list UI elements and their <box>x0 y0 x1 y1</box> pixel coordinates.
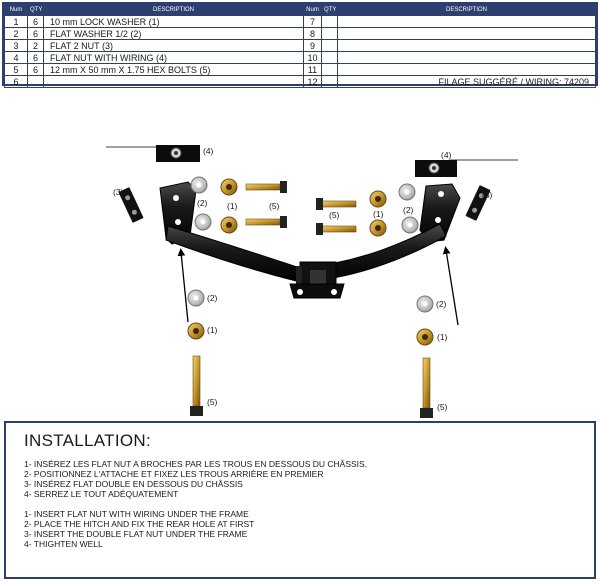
french-step: 1- INSÉREZ LES FLAT NUT A BROCHES PAR LES TROUS EN DESSOUS DU CHÂSSIS. <box>24 459 368 469</box>
part-qty: 2 <box>28 40 44 52</box>
callout-4-label: (4) <box>203 146 214 156</box>
callout-1-label: (1) <box>437 332 448 342</box>
step-spacer <box>24 499 594 509</box>
french-step: 3- INSÉREZ FLAT DOUBLE EN DESSOUS DU CHÂSSIS <box>24 479 243 489</box>
part-qty <box>28 76 44 88</box>
part-num: 2 <box>5 28 28 40</box>
callout-5-label: (5) <box>269 201 280 211</box>
part-num: 1 <box>5 16 28 28</box>
lock-washer <box>370 220 386 236</box>
english-step: 1- INSERT FLAT NUT WITH WIRING UNDER THE FRAME <box>24 509 249 519</box>
english-step: 2- PLACE THE HITCH AND FIX THE REAR HOLE AT FIRST <box>24 519 255 529</box>
direction-arrow <box>446 250 458 325</box>
lock-washer <box>417 329 433 345</box>
lock-washer <box>221 179 237 195</box>
table-row <box>5 76 596 88</box>
callout-2-label: (2) <box>436 299 447 309</box>
french-step: 2- POSITIONNEZ L'ATTACHE ET FIXEZ LES TROUS ARRIÈRE EN PREMIER <box>24 469 324 479</box>
part-desc: 10 mm LOCK WASHER (1) <box>44 16 304 28</box>
table-row <box>5 64 596 76</box>
hex-bolt <box>316 223 356 235</box>
part-num: 7 <box>304 16 322 28</box>
part-num: 8 <box>304 28 322 40</box>
flat-washer-hole <box>197 183 202 188</box>
table-row <box>5 52 596 64</box>
english-step: 4- THIGHTEN WELL <box>24 539 103 549</box>
part-desc <box>338 64 596 76</box>
part-num: 10 <box>304 52 322 64</box>
table-row <box>5 16 596 28</box>
callout-4-label: (4) <box>441 150 452 160</box>
flat-nut-with-wiring <box>156 145 200 162</box>
part-num: 5 <box>5 64 28 76</box>
hex-bolt <box>246 216 287 228</box>
part-desc <box>338 16 596 28</box>
callout-3-label: (3) <box>113 187 124 197</box>
part-qty <box>322 64 338 76</box>
part-qty <box>322 52 338 64</box>
flat-washer-hole <box>423 302 428 307</box>
part-desc <box>338 28 596 40</box>
callout-1-label: (1) <box>207 325 218 335</box>
hitch-exploded-diagram <box>0 95 600 425</box>
part-desc: FLAT WASHER 1/2 (2) <box>44 28 304 40</box>
lock-washer <box>188 323 204 339</box>
lock-washer <box>221 217 237 233</box>
part-desc: FLAT 2 NUT (3) <box>44 40 304 52</box>
part-qty <box>322 16 338 28</box>
hex-bolt <box>316 198 356 210</box>
flat-washer-hole <box>405 190 410 195</box>
table-row <box>5 40 596 52</box>
callout-1-label: (1) <box>227 201 238 211</box>
installation-title: INSTALLATION: <box>24 431 152 450</box>
lock-washer <box>370 191 386 207</box>
flat-nut-with-wiring <box>415 160 457 177</box>
flat-washer-hole <box>408 223 413 228</box>
callout-3-label: (3) <box>482 190 493 200</box>
part-desc: FLAT NUT WITH WIRING (4) <box>44 52 304 64</box>
part-num: 3 <box>5 40 28 52</box>
part-num: 12 <box>304 76 322 88</box>
part-qty: 6 <box>28 64 44 76</box>
header-description: DESCRIPTION <box>338 5 596 16</box>
flat-washer-hole <box>201 220 206 225</box>
part-qty <box>322 40 338 52</box>
header-num: Num <box>5 5 28 16</box>
callout-1-label: (1) <box>373 209 384 219</box>
wiring-note: FILAGE SUGGÉRÉ / WIRING: 74209 <box>338 76 596 88</box>
part-num: 9 <box>304 40 322 52</box>
header-qty: QTY <box>322 5 338 16</box>
part-desc: 12 mm X 50 mm X 1.75 HEX BOLTS (5) <box>44 64 304 76</box>
parts-grid <box>4 4 596 88</box>
installation-panel <box>4 421 596 579</box>
callout-5-label: (5) <box>207 397 218 407</box>
part-qty: 6 <box>28 28 44 40</box>
part-num: 4 <box>5 52 28 64</box>
hex-bolt <box>246 181 287 193</box>
part-desc <box>44 76 304 88</box>
table-row <box>5 28 596 40</box>
part-qty <box>322 76 338 88</box>
callout-5-label: (5) <box>437 402 448 412</box>
callout-2-label: (2) <box>197 198 208 208</box>
hex-bolt <box>420 358 433 418</box>
flat-washer-hole <box>194 296 199 301</box>
french-step: 4- SERREZ LE TOUT ADÉQUATEMENT <box>24 489 179 499</box>
header-qty: QTY <box>28 5 44 16</box>
header-description: DESCRIPTION <box>44 5 304 16</box>
callout-2-label: (2) <box>403 205 414 215</box>
part-qty: 6 <box>28 16 44 28</box>
english-step: 3- INSERT THE DOUBLE FLAT NUT UNDER THE FRAME <box>24 529 248 539</box>
callout-2-label: (2) <box>207 293 218 303</box>
part-num: 11 <box>304 64 322 76</box>
parts-header-row <box>5 5 596 16</box>
part-desc <box>338 40 596 52</box>
part-qty <box>322 28 338 40</box>
part-desc <box>338 52 596 64</box>
hex-bolt <box>190 356 203 416</box>
part-num: 6 <box>5 76 28 88</box>
installation-steps <box>24 459 594 549</box>
part-qty: 6 <box>28 52 44 64</box>
parts-table <box>2 2 598 86</box>
direction-arrow <box>181 252 188 322</box>
header-num: Num <box>304 5 322 16</box>
callout-5-label: (5) <box>329 210 340 220</box>
